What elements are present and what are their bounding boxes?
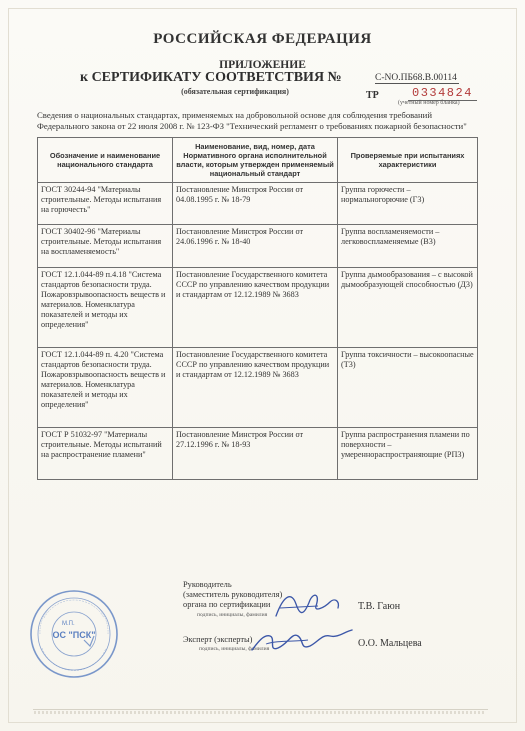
header-characteristic: Проверяемые при испытаниях характеристики	[338, 138, 478, 183]
cell-approval: Постановление Минстроя России от 24.06.1996 г. № 18-40	[173, 225, 338, 268]
cell-standard: ГОСТ Р 51032-97 "Материалы строительные. Методы испытаний на распространение пламени"	[38, 428, 173, 480]
cell-standard: ГОСТ 12.1.044-89 п. 4.20 "Система стандартов безопасности труда. Пожаровзрывоопасность веществ и материалов. Номенклатура показателей и методы их определения"	[38, 348, 173, 428]
head-title-1: Руководитель	[183, 580, 232, 589]
intro-text: Сведения о национальных стандартах, применяемых на добровольной основе для соблюдения требований Федерального закона от 22 июля 2008 г. № 123-ФЗ "Технический регламент о требованиях пожарной безопасности"	[37, 110, 467, 131]
cell-standard: ГОСТ 12.1.044-89 п.4.18 "Система стандартов безопасности труда. Пожаровзрывоопасность веществ и материалов. Номенклатура показателей и методы их определения"	[38, 268, 173, 348]
head-signature-block	[183, 580, 282, 620]
cell-approval: Постановление Минстроя России от 27.12.1996 г. № 18-93	[173, 428, 338, 480]
cell-characteristic: Группа воспламеняемости – легковоспламеняемые (В3)	[338, 225, 478, 268]
blank-number-caption: (учетный номер бланка)	[398, 100, 460, 106]
expert-signature	[248, 624, 358, 658]
table-row	[38, 225, 478, 268]
expert-name: О.О. Мальцева	[358, 638, 422, 649]
stamp-mp-text: М.П.	[62, 621, 75, 627]
blank-number: 0334824	[408, 86, 477, 101]
cell-approval: Постановление Минстроя России от 04.08.1995 г. № 18-79	[173, 183, 338, 225]
cell-characteristic: Группа дымообразования – с высокой дымообразующей способностью (Д3)	[338, 268, 478, 348]
stamp-center-text: ОС "ПСК"	[52, 630, 96, 640]
table-header-row	[38, 138, 478, 183]
certificate-number: С-NO.ПБ68.В.00114	[375, 73, 457, 83]
footer-microtext	[34, 711, 484, 714]
cell-characteristic: Группа горючести – нормальногорючие (Г3)	[338, 183, 478, 225]
standards-table	[37, 137, 478, 480]
table-row	[38, 348, 478, 428]
header-standard: Обозначение и наименование национального стандарта	[38, 138, 173, 183]
cell-characteristic: Группа распространения пламени по поверхности – умереннораспространяющие (РП3)	[338, 428, 478, 480]
appendix-title: ПРИЛОЖЕНИЕ	[219, 59, 306, 71]
certificate-heading: к СЕРТИФИКАТУ СООТВЕТСТВИЯ №	[80, 70, 342, 85]
footer-line	[33, 709, 488, 710]
head-caption: подпись, инициалы, фамилия	[197, 612, 268, 618]
head-title-2: (заместитель руководителя)	[183, 590, 283, 599]
cell-approval: Постановление Государственного комитета СССР по управлению качеством продукции и стандартам от 12.12.1989 № 3683	[173, 348, 338, 428]
country-title: РОССИЙСКАЯ ФЕДЕРАЦИЯ	[153, 31, 372, 47]
header-approval: Наименование, вид, номер, дата Нормативного органа исполнительной власти, которым утвержден применяемый национальный стандарт	[173, 138, 338, 183]
expert-title: Эксперт (эксперты)	[183, 635, 253, 644]
tr-label: ТР	[366, 90, 379, 101]
cell-characteristic: Группа токсичности – высокоопасные (Т3)	[338, 348, 478, 428]
head-title-3: органа по сертификации	[183, 600, 271, 609]
cell-standard: ГОСТ 30402-96 "Материалы строительные. Методы испытания на воспламеняемость"	[38, 225, 173, 268]
table-row	[38, 268, 478, 348]
head-signature	[270, 586, 345, 626]
cell-standard: ГОСТ 30244-94 "Материалы строительные. Методы испытания на горючесть"	[38, 183, 173, 225]
expert-caption: подпись, инициалы, фамилия	[199, 646, 270, 652]
cell-approval: Постановление Государственного комитета СССР по управлению качеством продукции и стандартам от 12.12.1989 № 3683	[173, 268, 338, 348]
table-row	[38, 183, 478, 225]
certification-stamp	[28, 588, 120, 680]
table-row	[38, 428, 478, 480]
head-name: Т.В. Гаюн	[358, 601, 401, 612]
obligatory-note: (обязательная сертификация)	[181, 87, 289, 96]
